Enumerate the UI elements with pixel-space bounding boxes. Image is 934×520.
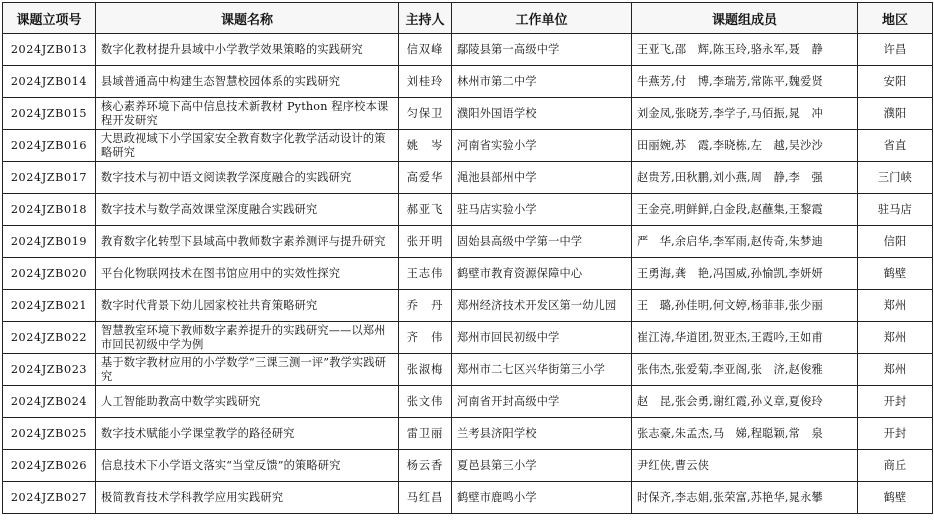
cell-host: 张淑梅	[399, 354, 452, 386]
header-region: 地区	[858, 3, 933, 34]
cell-members: 王亚飞,邵 辉,陈玉玲,骆永军,聂 静	[632, 34, 858, 66]
cell-unit: 郑州经济技术开发区第一幼儿园	[452, 290, 632, 322]
table-row	[3, 130, 933, 162]
cell-unit: 林州市第二中学	[452, 66, 632, 98]
table-row	[3, 162, 933, 194]
cell-host: 姚 岑	[399, 130, 452, 162]
cell-code: 2024JZB019	[3, 226, 96, 258]
table-row	[3, 66, 933, 98]
project-table	[2, 2, 933, 514]
cell-name: 数字技术与数学高效课堂深度融合实践研究	[96, 194, 399, 226]
page	[2, 2, 932, 514]
table-row	[3, 34, 933, 66]
cell-unit: 鹤壁市鹿鸣小学	[452, 482, 632, 514]
cell-members: 刘金凤,张晓芳,李学子,马佰振,晁 冲	[632, 98, 858, 130]
cell-members: 王 璐,孙佳明,何文婷,杨菲菲,张少丽	[632, 290, 858, 322]
header-row	[3, 3, 933, 34]
cell-members: 牛燕芳,付 博,李瑞芳,常陈平,魏爱贤	[632, 66, 858, 98]
cell-name: 基于数字教材应用的小学数学“三课三测一评”教学实践研究	[96, 354, 399, 386]
cell-region: 濮阳	[858, 98, 933, 130]
cell-code: 2024JZB017	[3, 162, 96, 194]
header-name: 课题名称	[96, 3, 399, 34]
cell-host: 高爱华	[399, 162, 452, 194]
cell-code: 2024JZB024	[3, 386, 96, 418]
cell-code: 2024JZB015	[3, 98, 96, 130]
cell-members: 赵贵芳,田秋鹏,刘小燕,周 静,李 强	[632, 162, 858, 194]
cell-region: 开封	[858, 418, 933, 450]
cell-unit: 濮阳外国语学校	[452, 98, 632, 130]
table-row	[3, 226, 933, 258]
cell-members: 王金亮,明鲜鲜,白金段,赵蘸集,王黎霞	[632, 194, 858, 226]
cell-members: 尹红侠,曹云侠	[632, 450, 858, 482]
cell-region: 郑州	[858, 322, 933, 354]
cell-host: 马红昌	[399, 482, 452, 514]
cell-host: 王志伟	[399, 258, 452, 290]
cell-name: 核心素养环境下高中信息技术新教材 Python 程序校本课程开发研究	[96, 98, 399, 130]
cell-host: 郝亚飞	[399, 194, 452, 226]
cell-members: 张伟杰,张爱菊,李亚阁,张 济,赵俊雅	[632, 354, 858, 386]
cell-members: 崔江涛,华道团,贺亚杰,王霞吟,王如甫	[632, 322, 858, 354]
cell-host: 杨云香	[399, 450, 452, 482]
cell-name: 极简教育技术学科教学应用实践研究	[96, 482, 399, 514]
cell-code: 2024JZB018	[3, 194, 96, 226]
table-row	[3, 354, 933, 386]
cell-name: 数字技术与初中语文阅读教学深度融合的实践研究	[96, 162, 399, 194]
cell-region: 郑州	[858, 290, 933, 322]
cell-members: 时保齐,李志娟,张荣富,苏艳华,晁永攀	[632, 482, 858, 514]
cell-unit: 河南省实验小学	[452, 130, 632, 162]
cell-host: 齐 伟	[399, 322, 452, 354]
table-row	[3, 258, 933, 290]
cell-unit: 郑州市回民初级中学	[452, 322, 632, 354]
cell-unit: 夏邑县第三小学	[452, 450, 632, 482]
table-row	[3, 482, 933, 514]
cell-unit: 郑州市二七区兴华街第三小学	[452, 354, 632, 386]
cell-region: 开封	[858, 386, 933, 418]
cell-region: 鹤壁	[858, 258, 933, 290]
cell-members: 赵 昆,张会勇,谢红霞,孙义章,夏俊玲	[632, 386, 858, 418]
cell-members: 王勇海,龚 艳,冯国威,孙愉凯,李妍妍	[632, 258, 858, 290]
cell-name: 数字化教材提升县域中小学教学效果策略的实践研究	[96, 34, 399, 66]
cell-region: 郑州	[858, 354, 933, 386]
table-row	[3, 386, 933, 418]
header-code: 课题立项号	[3, 3, 96, 34]
cell-code: 2024JZB014	[3, 66, 96, 98]
cell-members: 张志豪,朱孟杰,马 娣,程聪颖,常 泉	[632, 418, 858, 450]
cell-name: 数字时代背景下幼儿园家校社共育策略研究	[96, 290, 399, 322]
header-unit: 工作单位	[452, 3, 632, 34]
cell-host: 刘桂玲	[399, 66, 452, 98]
cell-region: 三门峡	[858, 162, 933, 194]
table-row	[3, 194, 933, 226]
cell-unit: 渑池县部州中学	[452, 162, 632, 194]
cell-unit: 河南省开封高级中学	[452, 386, 632, 418]
table-row	[3, 418, 933, 450]
cell-members: 严 华,余启华,李军雨,赵传奇,朱梦迪	[632, 226, 858, 258]
cell-host: 张文伟	[399, 386, 452, 418]
cell-unit: 固始县高级中学第一中学	[452, 226, 632, 258]
table-row	[3, 98, 933, 130]
cell-code: 2024JZB021	[3, 290, 96, 322]
cell-host: 雷卫丽	[399, 418, 452, 450]
cell-host: 匀保卫	[399, 98, 452, 130]
cell-code: 2024JZB020	[3, 258, 96, 290]
cell-unit: 驻马店实验小学	[452, 194, 632, 226]
cell-members: 田丽婉,苏 霞,李晓栋,左 越,吴沙沙	[632, 130, 858, 162]
cell-region: 许昌	[858, 34, 933, 66]
cell-code: 2024JZB026	[3, 450, 96, 482]
cell-host: 乔 丹	[399, 290, 452, 322]
table-header	[3, 3, 933, 34]
table-row	[3, 322, 933, 354]
table-body	[3, 34, 933, 514]
header-host: 主持人	[399, 3, 452, 34]
cell-host: 张开明	[399, 226, 452, 258]
cell-name: 教育数字化转型下县域高中教师数字素养测评与提升研究	[96, 226, 399, 258]
table-row	[3, 450, 933, 482]
cell-name: 大思政视域下小学国家安全教育数字化教学活动设计的策略研究	[96, 130, 399, 162]
cell-name: 智慧教室环境下教师数字素养提升的实践研究——以郑州市回民初级中学为例	[96, 322, 399, 354]
cell-code: 2024JZB022	[3, 322, 96, 354]
cell-region: 商丘	[858, 450, 933, 482]
cell-code: 2024JZB025	[3, 418, 96, 450]
cell-region: 驻马店	[858, 194, 933, 226]
cell-name: 数字技术赋能小学课堂教学的路径研究	[96, 418, 399, 450]
table-row	[3, 290, 933, 322]
cell-code: 2024JZB027	[3, 482, 96, 514]
cell-region: 鹤壁	[858, 482, 933, 514]
cell-code: 2024JZB016	[3, 130, 96, 162]
cell-code: 2024JZB023	[3, 354, 96, 386]
cell-unit: 鹤壁市教育资源保障中心	[452, 258, 632, 290]
cell-code: 2024JZB013	[3, 34, 96, 66]
cell-unit: 鄢陵县第一高级中学	[452, 34, 632, 66]
cell-region: 省直	[858, 130, 933, 162]
cell-name: 人工智能助教高中数学实践研究	[96, 386, 399, 418]
cell-name: 信息技术下小学语文落实“当堂反馈”的策略研究	[96, 450, 399, 482]
cell-region: 安阳	[858, 66, 933, 98]
cell-name: 县域普通高中构建生态智慧校园体系的实践研究	[96, 66, 399, 98]
cell-region: 信阳	[858, 226, 933, 258]
cell-host: 信双峰	[399, 34, 452, 66]
cell-name: 平台化物联网技术在图书馆应用中的实效性探究	[96, 258, 399, 290]
cell-unit: 兰考县济阳学校	[452, 418, 632, 450]
header-members: 课题组成员	[632, 3, 858, 34]
